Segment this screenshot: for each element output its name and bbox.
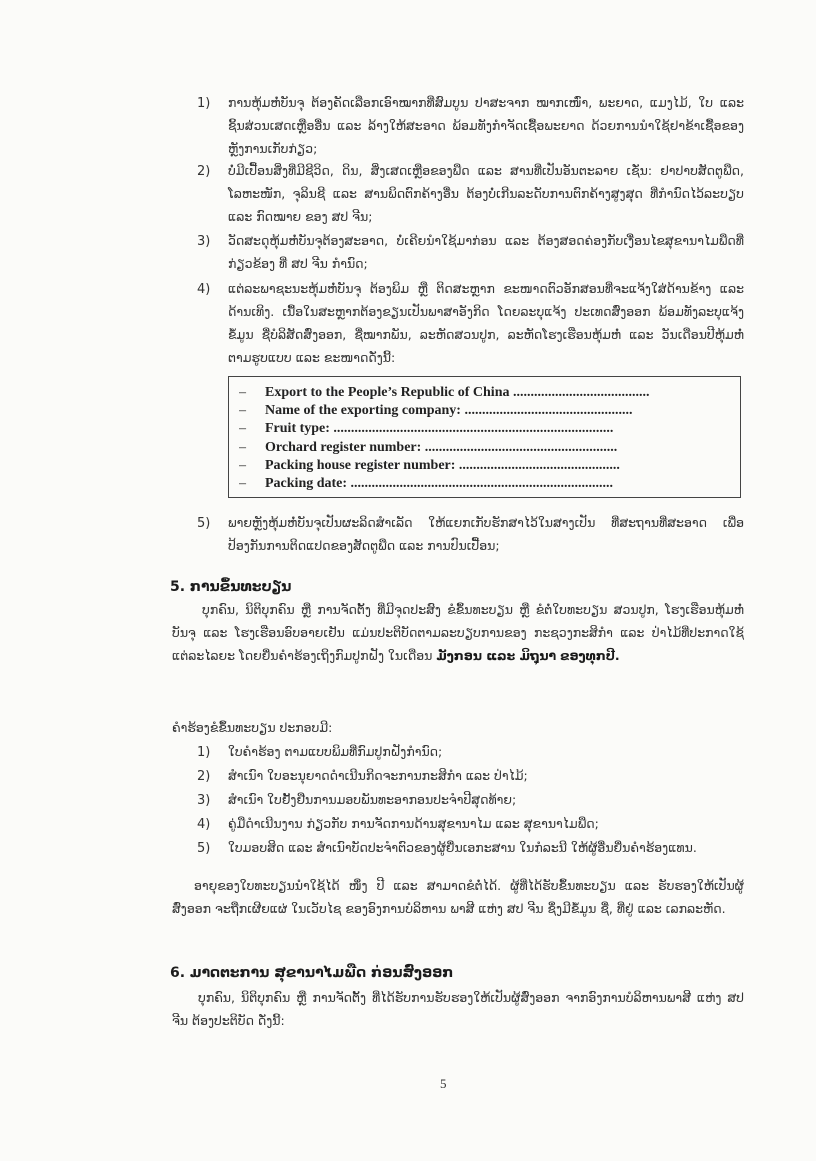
section-heading: 5. ການຂຶ້ນທະບຽນ	[170, 579, 292, 595]
label-line: – Packing house register number: ..............................................	[239, 457, 620, 473]
list-number: 5)	[197, 516, 211, 531]
list-number: 2)	[197, 769, 211, 784]
list-item-text: ພາຍຫຼັງຫຸ້ມຫໍ່ບັນຈຸເປັນຜະລິດສຳເລັດ ໃຫ້ແຍກເກັບຮັກສາໄວ້ໃນສາງເປັນ ທີ່ສະຖານທີ່ສະອາດ ເພື່ອປ້ອງກັນການຕິດແປດຂອງສັດຕູພືດ ແລະ ການປົນເປື້ອນ;	[228, 515, 744, 553]
list-number: 4)	[197, 282, 211, 297]
page-number: 5	[440, 1076, 447, 1091]
label-line: – Export to the People’s Republic of China .......................................	[239, 385, 650, 400]
list-item-text: ແຕ່ລະພາຊະນະຫຸ້ມຫໍ່ບັນຈຸ ຕ້ອງພິມ ຫຼື ຕິດສະຫຼາກ ຂະໜາດຕົວອັກສອນທີ່ຈະແຈ້ງໃສ່ດ້ານຂ້າງ ແລະ ດ້ານເທິງ. ເນື້ອໃນສະຫຼາກຕ້ອງຂຽນເປັນພາສາອັງກິດ ໂດຍລະບຸແຈ້ງ ປະເທດສົ່ງອອກ ພ້ອມທັງລະບຸແຈ້ງຂໍ້ມູນ ຊື່ບໍລິສັດສົ່ງອອກ, ຊື່ໝາກພັນ, ລະຫັດສວນປູກ, ລະຫັດໂຮງເຮືອນຫຸ້ມຫໍ່ ແລະ ວັນເດືອນປີຫຸ້ມຫໍ່ ຕາມຮູບແບບ ແລະ ຂະໜາດດັ່ງນີ້:	[228, 281, 744, 365]
list-item-text: ການຫຸ້ມຫໍ່ບັນຈຸ ຕ້ອງຄັດເລືອກເອົາໝາກທີ່ສົມບູນ ປາສະຈາກ ໝາກເໜົ່າ, ພະຍາດ, ແມງໄມ້, ໃບ ແລະ ຊິ້ນສ່ວນເສດເຫຼືອອື່ນ ແລະ ລ້າງໃຫ້ສະອາດ ພ້ອມທັງກຳຈັດເຊື້ອພະຍາດ ດ້ວຍການນຳໃຊ້ຢາຂ້າເຊື້ອຂອງຫຼັງການເກັບກ່ຽວ;	[228, 95, 744, 156]
label-line: – Packing date: ...........................................................................	[239, 476, 614, 492]
paragraph: ອາຍຸຂອງໃບທະບຽນນຳໃຊ້ໄດ້ ໜຶ່ງ ປີ ແລະ ສາມາດຂໍຕໍ່ໄດ້. ຜູ້ທີ່ໄດ້ຮັບຂຶ້ນທະບຽນ ແລະ ຮັບຮອງໃຫ້ເປັນຜູ້ສົ່ງອອກ ຈະຖືກເຜີຍແຜ່ ໃນເວັບໄຊ ຂອງອົງການບໍລິຫານ ພາສີ ແຫ່ງ ສປ ຈີນ ຊຶ່ງມີຂໍ້ມູນ ຊື່, ທີ່ຢູ່ ແລະ ເລກລະຫັດ.	[172, 878, 744, 916]
list-number: 1)	[197, 745, 211, 760]
list-number: 4)	[197, 817, 211, 832]
list-item-text: ໃບມອບສິດ ແລະ ສຳເນົາບັດປະຈຳຕົວຂອງຜູ້ຍື່ນເອກະສານ ໃນກໍລະນີ ໃຫ້ຜູ້ອື່ນຍື່ນຄຳຮ້ອງແທນ.	[228, 840, 697, 855]
list-number: 3)	[197, 793, 211, 808]
list-item-text: ສຳເນົາ ໃບຢັ້ງຢືນການມອບພັນທະອາກອນປະຈຳປີສຸດທ້າຍ;	[228, 792, 517, 807]
paragraph: ບຸກຄົນ, ນິຕິບຸກຄົນ ຫຼື ການຈັດຕັ້ງ ທີ່ມີຈຸດປະສົງ ຂໍຂຶ້ນທະບຽນ ຫຼື ຂໍຕໍ່ໃບທະບຽນ ສວນປູກ, ໂຮງເຮືອນຫຸ້ມຫໍ່ບັນຈຸ ແລະ ໂຮງເຮືອນອົບອາຍເຢັນ ແມ່ນປະຕິບັດຕາມລະບຽບການຂອງ ກະຊວງກະສິກຳ ແລະ ປ່າໄມ້ທີ່ປະກາດໃຊ້ແຕ່ລະໄລຍະ ໂດຍຍື່ນຄຳຮ້ອງເຖິງກົມປູກຝັງ ໃນເດືອນ ມັງກອນ ແລະ ມິຖຸນາ ຂອງທຸກປີ.	[172, 602, 744, 663]
label-line: – Name of the exporting company: ................................................	[239, 403, 633, 419]
list-item-text: ສຳເນົາ ໃບອະນຸຍາດດຳເນີນກິດຈະການກະສິກຳ ແລະ ປ່າໄມ້;	[228, 768, 528, 783]
label-format-box	[228, 376, 741, 498]
list-item-text: ໃບຄຳຮ້ອງ ຕາມແບບພິມທີ່ກົມປູກຝັງກຳນົດ;	[228, 744, 443, 759]
label-line: – Fruit type: ................................................................................	[239, 421, 614, 437]
section-heading: 6. ມາດຕະການ ສຸຂານາໄມພືດ ກ່ອນສົ່ງອອກ	[170, 965, 454, 981]
label-line: – Orchard register number: .......................................................	[239, 439, 618, 455]
list-number: 1)	[197, 96, 211, 111]
list-item-text: ບໍ່ມີເປື້ອນສິ່ງທີ່ມີຊີວິດ, ດິນ, ສິ່ງເສດເຫຼືອຂອງພືດ ແລະ ສານທີ່ເປັນອັນຕະລາຍ ເຊັ່ນ: ຢາປາບສັດຕູພືດ, ໂລຫະໜັກ, ຈຸລິນຊີ ແລະ ສານພິດຕົກຄ້າງອື່ນ ຕ້ອງບໍ່ເກີນລະດັບການຕົກຄ້າງສູງສຸດ ທີ່ກຳນົດໄວ້ລະບຽບ ແລະ ກົດໝາຍ ຂອງ ສປ ຈີນ;	[228, 163, 744, 224]
list-number: 3)	[197, 234, 211, 249]
list-intro: ຄຳຮ້ອງຂໍຂຶ້ນທະບຽນ ປະກອບມີ:	[172, 720, 333, 735]
list-item-text: ຄູ່ມືດຳເນີນງານ ກ່ຽວກັບ ການຈັດການດ້ານສຸຂານາໄມ ແລະ ສຸຂານາໄມພືດ;	[228, 816, 599, 831]
paragraph: ບຸກຄົນ, ນິຕິບຸກຄົນ ຫຼື ການຈັດຕັ້ງ ທີ່ໄດ້ຮັບການຮັບຮອງໃຫ້ເປັນຜູ້ສົ່ງອອກ ຈາກອົງການບໍລິຫານພາສີ ແຫ່ງ ສປ ຈີນ ຕ້ອງປະຕິບັດ ດັ່ງນີ້:	[172, 990, 744, 1028]
list-number: 2)	[197, 164, 211, 179]
list-number: 5)	[197, 841, 211, 856]
list-item-text: ວັດສະດຸຫຸ້ມຫໍ່ບັນຈຸຕ້ອງສະອາດ, ບໍ່ເຄີຍນຳໃຊ້ມາກ່ອນ ແລະ ຕ້ອງສອດຄ່ອງກັບເງື່ອນໄຂສຸຂານາໄມພືດທີ່ກ່ຽວຂ້ອງ ທີ່ ສປ ຈີນ ກຳນົດ;	[228, 233, 744, 271]
